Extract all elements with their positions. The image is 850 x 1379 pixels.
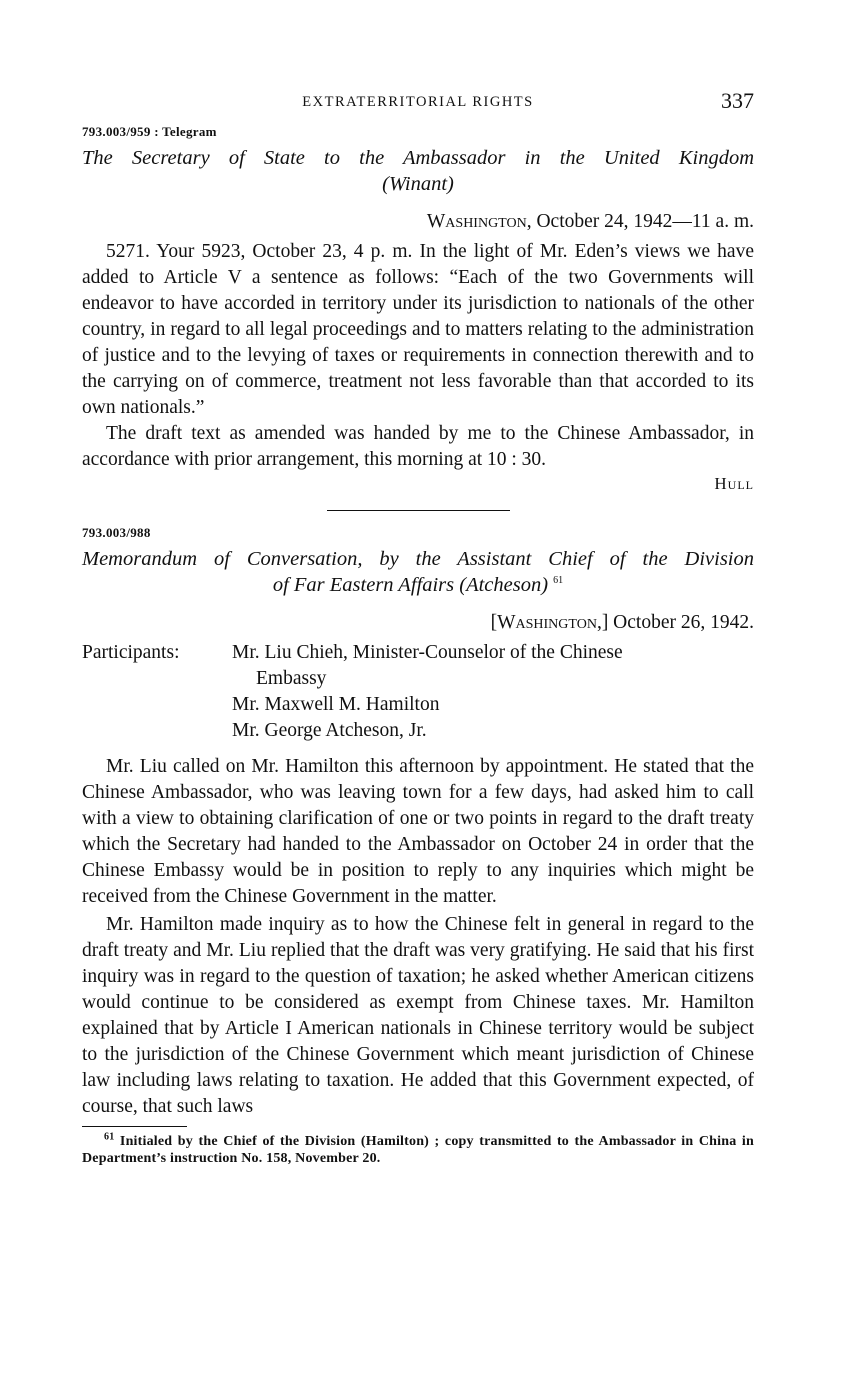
- footnote: [82, 1133, 754, 1167]
- paragraph: 5271. Your 5923, October 23, 4 p. m. In the light of Mr. Eden’s views we have added to Article V a sentence as follows: “Each of the two Governments will endeavor to have accorded in territory under its jurisdiction to nationals of the other country, in regard to all legal proceedings and to matters relating to the administration of justice and to the levying of taxes or requirements in connection therewith and to the carrying on of commerce, treatment not less favorable than that accorded to its own nationals.”: [82, 241, 754, 418]
- paragraph: Mr. Liu called on Mr. Hamilton this afternoon by appointment. He stated that the Chinese Ambassador, who was leaving town for a few days, had asked him to call with a view to obtaining clarification of one or two points in regard to the draft treaty which the Secretary had handed to the Ambassador on October 24 in order that the Chinese Embassy would be in position to reply to any inquiries which might be received from the Chinese Government in the matter.: [82, 756, 754, 907]
- running-title: EXTRATERRITORIAL RIGHTS: [302, 94, 534, 110]
- participants-list: [82, 640, 754, 744]
- footnote-text: Initialed by the Chief of the Division (Hamilton) ; copy transmitted to the Ambassador in China in Department’s instruction No. 158, November 20.: [82, 1134, 754, 1166]
- footnote-marker: 61: [553, 575, 564, 587]
- participant-continuation: Embassy: [256, 668, 327, 689]
- page-number: 337: [721, 88, 754, 113]
- participants-label: Participants:: [82, 642, 180, 663]
- dateline-place: Washington: [426, 211, 527, 232]
- paragraph: Mr. Hamilton made inquiry as to how the Chinese felt in general in regard to the draft treaty and Mr. Liu replied that the draft was very gratifying. He said that his first inquiry was in regard to the question of taxation; he asked whether American citizens would continue to be considered as exempt from Chinese taxes. Mr. Hamilton explained that by Article I American nationals in Chinese territory would be subject to the jurisdiction of the Chinese Government which meant jurisdiction of Chinese law including laws relating to taxation. He added that this Government expected, of course, that such laws: [82, 914, 754, 1117]
- dateline-date: , October 24, 1942—11 a. m.: [526, 211, 754, 232]
- participant: Mr. Maxwell M. Hamilton: [232, 694, 440, 715]
- dateline: [82, 612, 754, 634]
- dateline: [82, 211, 754, 233]
- title-line-1: The Secretary of State to the Ambassador in the United Kingdom: [82, 147, 754, 169]
- title-line-2: (Winant): [382, 173, 454, 195]
- paragraph: The draft text as amended was handed by me to the Chinese Ambassador, in accordance with prior arrangement, this morning at 10 : 30.: [82, 423, 754, 470]
- participant: Mr. Liu Chieh, Minister-Counselor of the Chinese: [232, 642, 623, 663]
- document-title: [82, 546, 754, 598]
- section-divider: [327, 510, 510, 511]
- page-header: [82, 90, 754, 124]
- participant: Mr. George Atcheson, Jr.: [232, 720, 427, 741]
- dateline-date: ,] October 26, 1942.: [596, 612, 754, 633]
- dateline-bracket: [: [490, 612, 498, 633]
- document-page: [82, 90, 754, 1167]
- footnote-rule: [82, 1126, 187, 1127]
- signature: Hull: [714, 474, 754, 493]
- memorandum-section: [82, 525, 754, 1120]
- file-reference: 793.003/988: [82, 525, 151, 540]
- dateline-place: Washington: [497, 612, 597, 633]
- title-line-2: of Far Eastern Affairs (Atcheson): [272, 574, 549, 596]
- document-title: [82, 145, 754, 197]
- file-reference: 793.003/959 : Telegram: [82, 124, 217, 139]
- footnote-number: 61: [104, 1131, 115, 1143]
- title-line-1: Memorandum of Conversation, by the Assistant Chief of the Division: [82, 548, 754, 570]
- telegram-section: [82, 124, 754, 494]
